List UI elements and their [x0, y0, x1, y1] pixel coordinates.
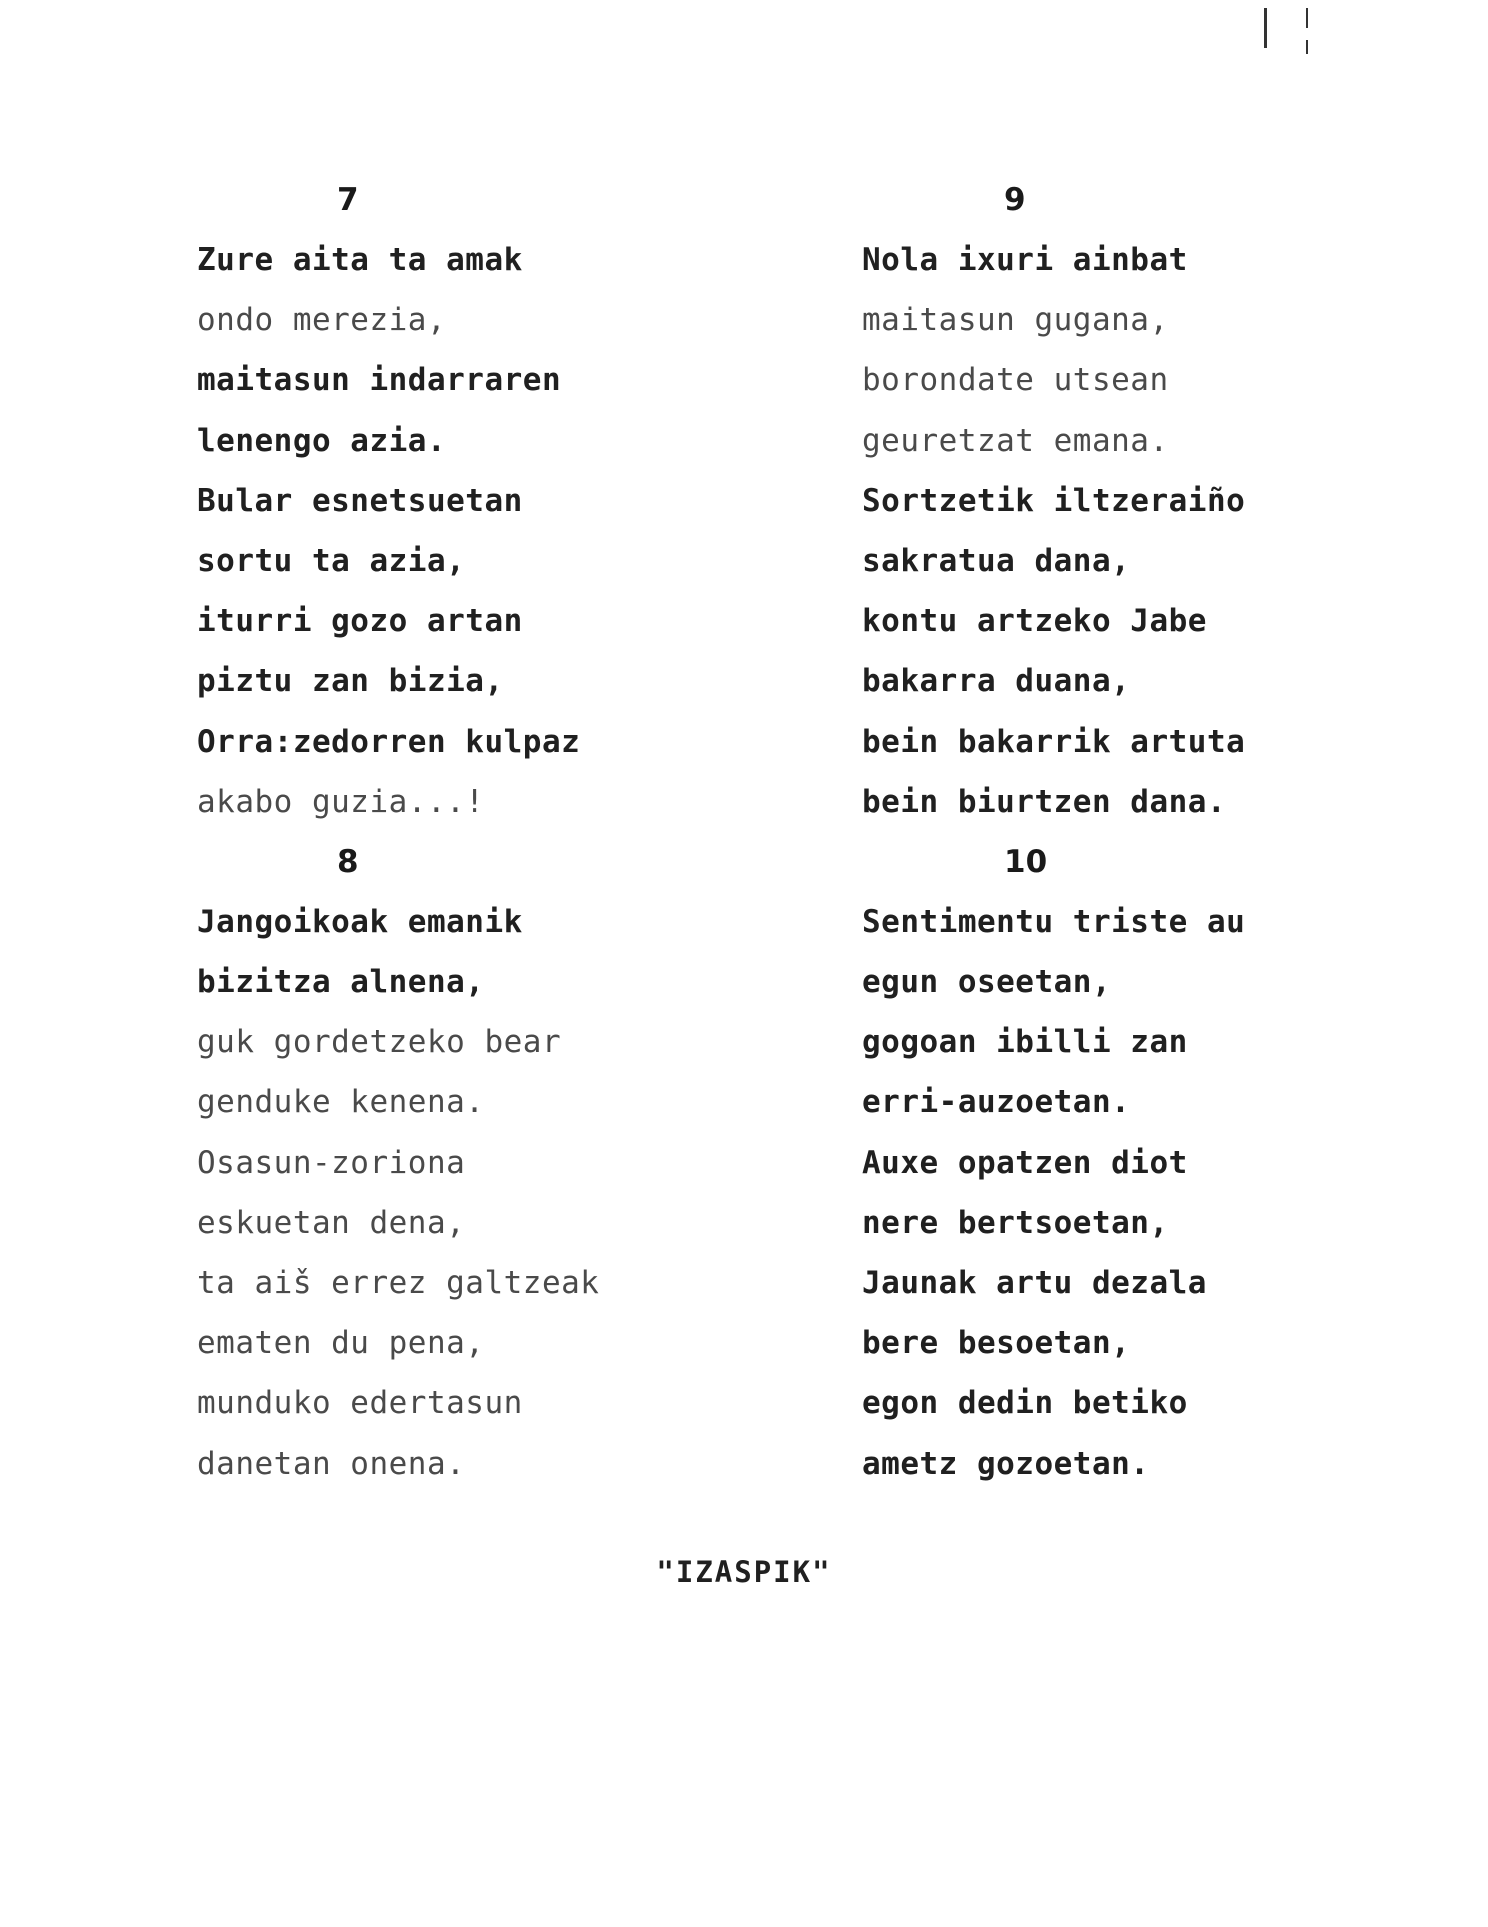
verse-line: akabo guzia...! [197, 783, 485, 820]
scan-edge-mark [1306, 40, 1308, 54]
verse-line: bakarra duana, [862, 663, 1131, 700]
stanza-number: 9 [1004, 182, 1026, 218]
verse-line: ta aiš errez galtzeak [197, 1265, 600, 1301]
verse-line: ametz gozoetan. [862, 1445, 1150, 1482]
verse-line: Orra:zedorren kulpaz [197, 723, 581, 760]
verse-line: sortu ta azia, [197, 542, 466, 579]
verse-line: Jaunak artu dezala [862, 1265, 1207, 1301]
verse-line: bein biurtzen dana. [862, 783, 1227, 820]
verse-line: eskuetan dena, [197, 1204, 466, 1241]
stanza-8 [197, 832, 677, 1494]
stanza-number: 8 [337, 843, 359, 880]
stanza-number: 10 [1004, 843, 1048, 880]
verse-line: sakratua dana, [862, 542, 1131, 579]
verse-line: lenengo azia. [197, 422, 447, 459]
author-signature: "IZASPIK" [656, 1555, 832, 1589]
verse-line: nere bertsoetan, [862, 1204, 1169, 1241]
stanza-7 [197, 170, 677, 832]
left-column [197, 170, 677, 1494]
verse-line: geuretzat emana. [862, 422, 1169, 459]
verse-line: Sortzetik iltzeraiño [862, 482, 1246, 519]
verse-line: borondate utsean [862, 362, 1169, 399]
verse-line: egun oseetan, [862, 964, 1112, 1001]
verse-line: egon dedin betiko [862, 1385, 1188, 1422]
verse-line: gogoan ibilli zan [862, 1024, 1188, 1061]
verse-line: bere besoetan, [862, 1325, 1131, 1362]
verse-line: bizitza alnena, [197, 964, 485, 1001]
verse-line: ondo merezia, [197, 302, 447, 339]
verse-line: ematen du pena, [197, 1325, 485, 1362]
verse-line: danetan onena. [197, 1445, 466, 1482]
right-column [862, 170, 1342, 1494]
verse-line: erri-auzoetan. [862, 1084, 1131, 1121]
verse-line: Nola ixuri ainbat [862, 242, 1188, 278]
verse-line: Osasun-zoriona [197, 1144, 466, 1181]
stanza-number: 7 [337, 182, 359, 218]
verse-line: munduko edertasun [197, 1385, 523, 1422]
verse-line: maitasun indarraren [197, 362, 562, 399]
verse-line: bein bakarrik artuta [862, 723, 1246, 760]
verse-line: iturri gozo artan [197, 603, 523, 640]
scan-edge-mark [1264, 8, 1267, 48]
scan-edge-mark [1306, 8, 1308, 28]
verse-line: guk gordetzeko bear [197, 1024, 562, 1061]
verse-line: Sentimentu triste au [862, 903, 1246, 940]
verse-line: genduke kenena. [197, 1084, 485, 1121]
verse-line: kontu artzeko Jabe [862, 603, 1207, 640]
verse-line: Bular esnetsuetan [197, 482, 523, 519]
stanza-10 [862, 832, 1342, 1494]
verse-line: piztu zan bizia, [197, 663, 504, 700]
stanza-9 [862, 170, 1342, 832]
verse-line: Auxe opatzen diot [862, 1144, 1188, 1181]
verse-line: Zure aita ta amak [197, 242, 523, 278]
verse-line: Jangoikoak emanik [197, 903, 523, 940]
verse-line: maitasun gugana, [862, 302, 1169, 339]
